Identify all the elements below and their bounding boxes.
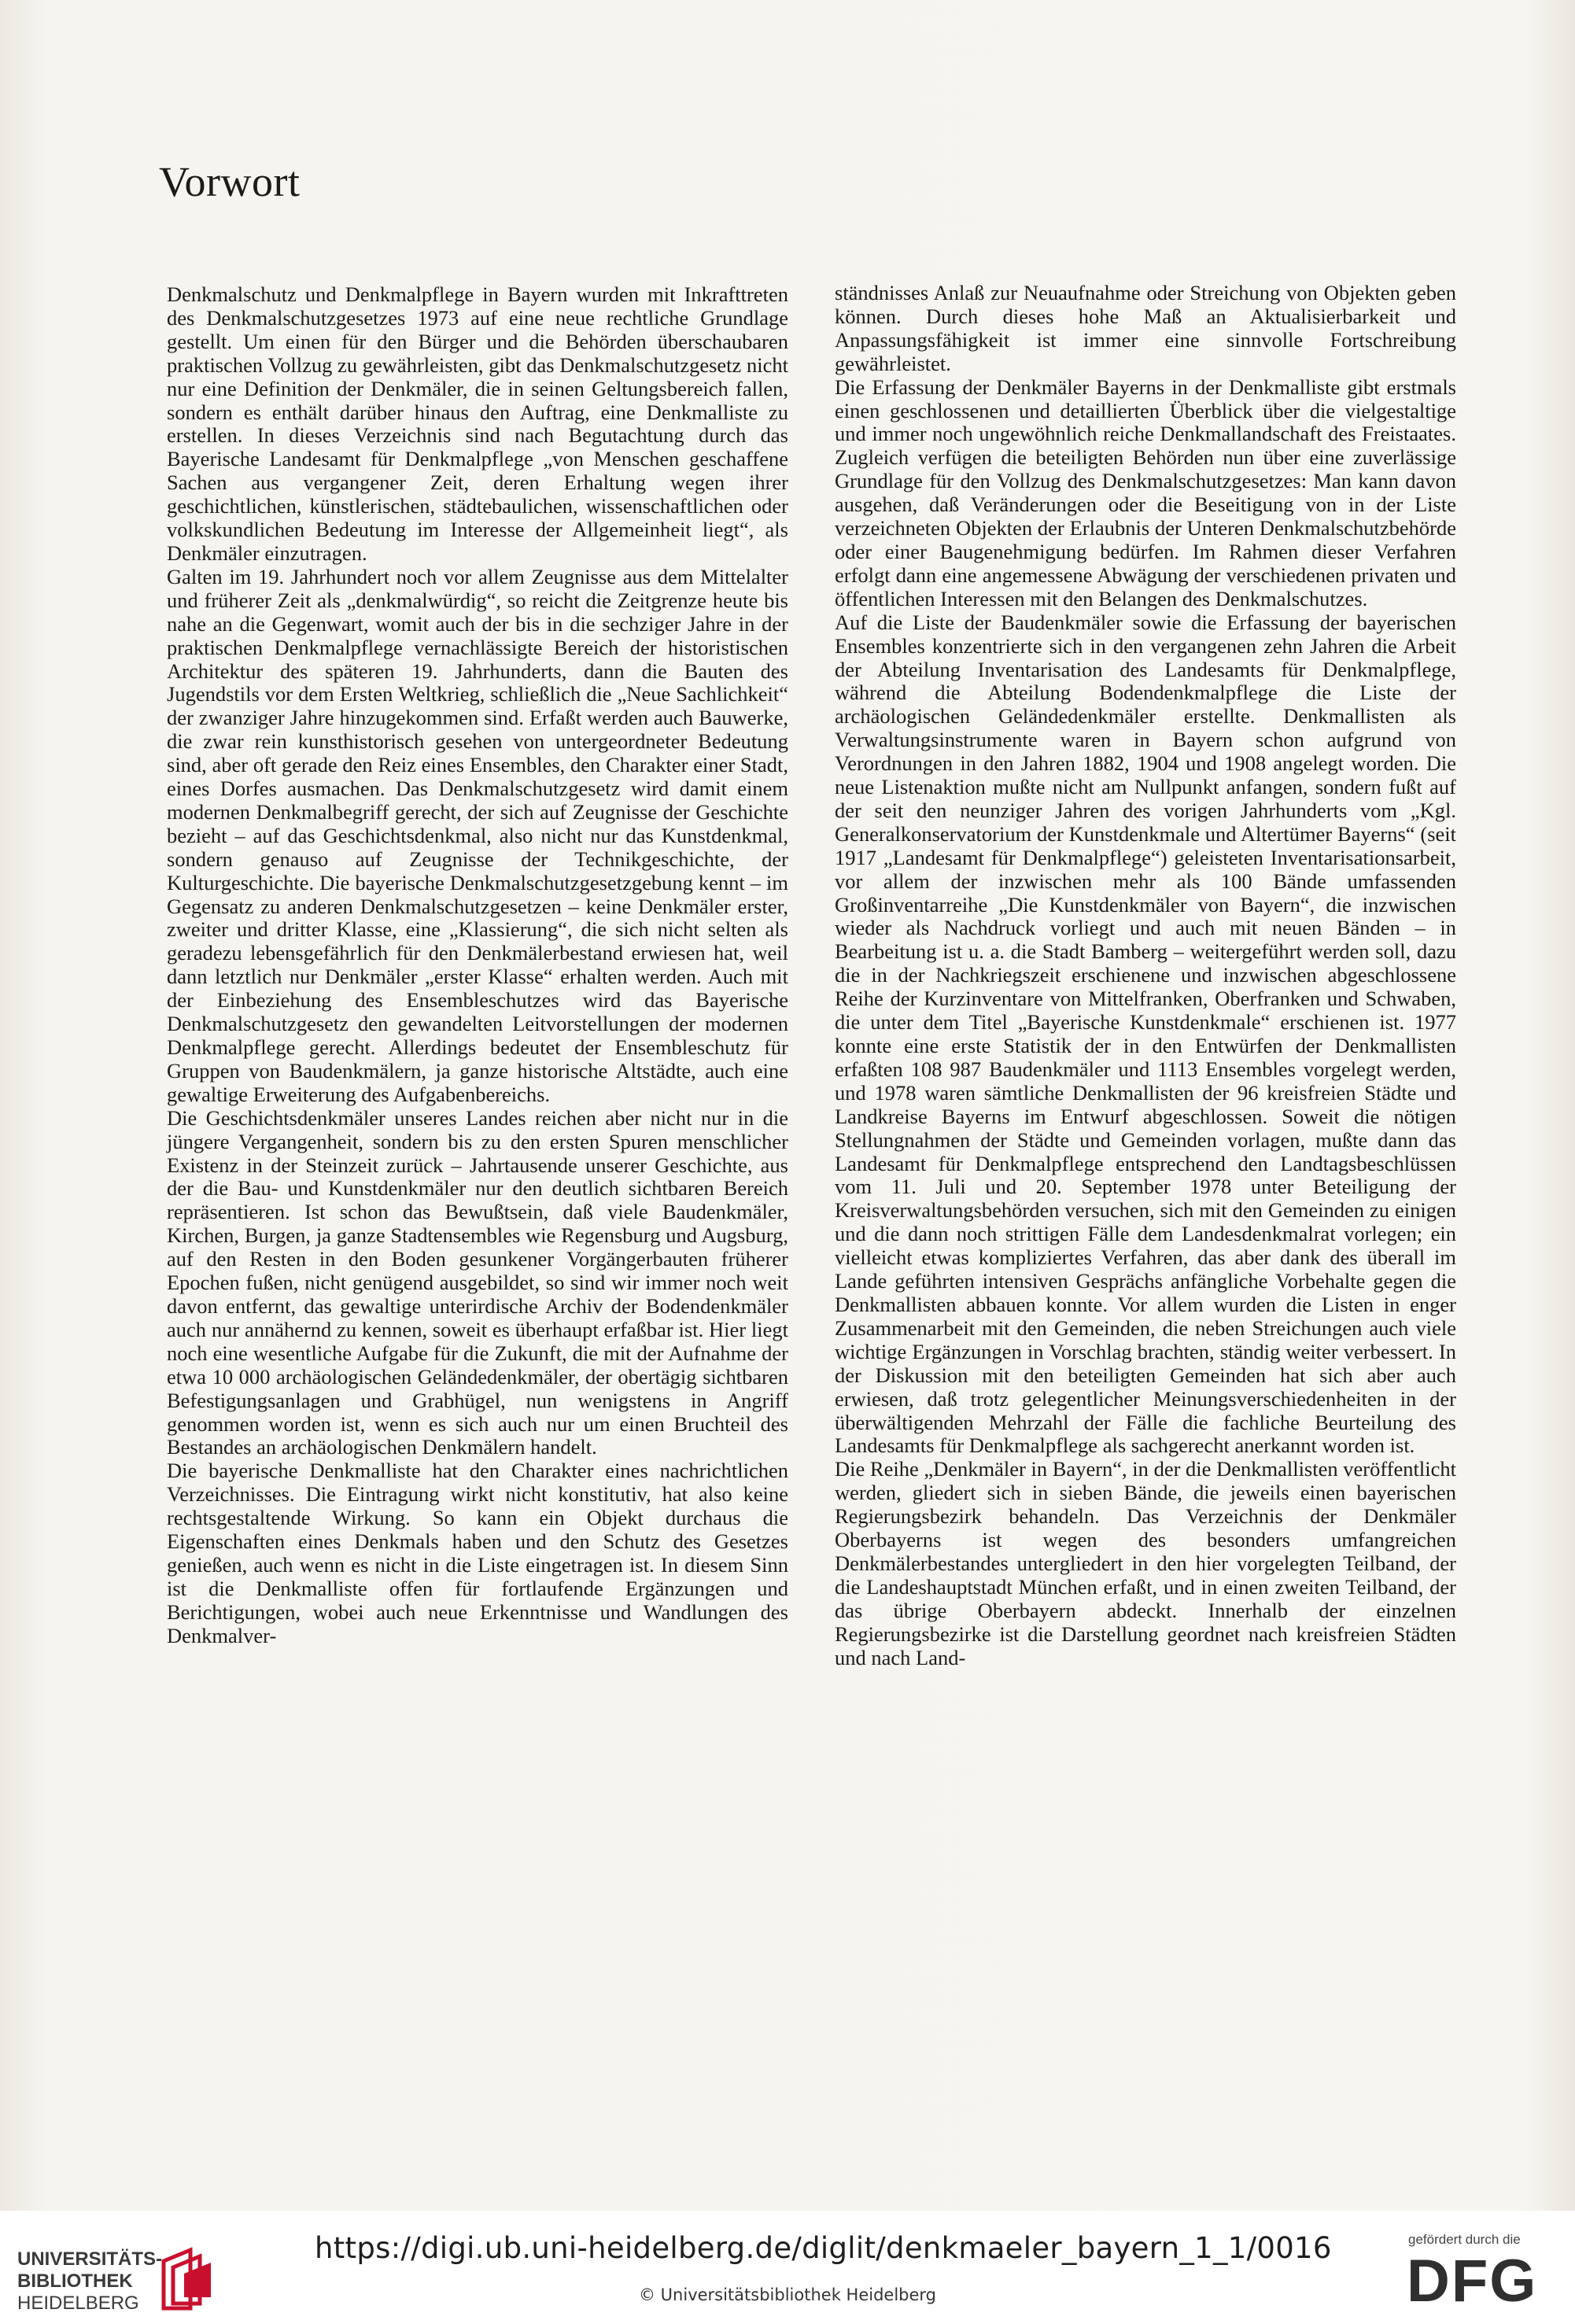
paragraph: Die Geschichtsdenkmäler unseres Landes reichen aber nicht nur in die jüngere Vergangenheit, sondern bis zu den ersten Spuren menschlicher Existenz in der Steinzeit zurück – Jahrtausende unserer Geschichte, aus der die Bau- und Kunstdenkmäler nur den deutlich sichtbaren Bereich repräsentieren. Ist schon das Bewußtsein, daß viele Baudenkmäler, Kirchen, Burgen, ja ganze Stadtensembles wie Regensburg und Augsburg, auf den Resten in den Boden gesunkener Vorgängerbauten früherer Epochen fußen, nicht genügend ausgebildet, so sind wir immer noch weit davon entfernt, das gewaltige unterirdische Archiv der Bodendenkmäler auch nur annähernd zu kennen, soweit es überhaupt erfaßbar ist. Hier liegt noch eine wesentliche Aufgabe für die Zukunft, die mit der Aufnahme der etwa 10 000 archäologischen Geländedenkmäler, der obertägig sichtbaren Befestigungsanlagen und Grabhügel, nun wenigstens in Angriff genommen worden ist, wenn es sich auch nur um einen Bruchteil des Bestandes an archäologischen Denkmälern handelt. — [167, 1105, 788, 1459]
permalink-url[interactable]: https://digi.ub.uni-heidelberg.de/diglit/denkmaeler_bayern_1_1/0016 — [315, 2231, 1332, 2265]
right-text-column — [835, 282, 1456, 1669]
page-title: Vorwort — [159, 158, 301, 205]
paragraph: ständnisses Anlaß zur Neuaufnahme oder Streichung von Objekten geben können. Durch dieses hohe Maß an Aktualisierbarkeit und Anpassungsfähigkeit ist immer eine sinnvolle Fortschreibung gewährleistet. — [835, 281, 1456, 375]
paragraph: Die bayerische Denkmalliste hat den Charakter eines nachrichtlichen Verzeichnisses. Die Eintragung wirkt nicht konstitutiv, hat also keine rechtsgestaltende Wirkung. So kann ein Objekt durchaus die Eigenschaften eines Denkmals haben und den Schutz des Gesetzes genießen, auch wenn es nicht in die Liste eingetragen ist. In diesem Sinn ist die Denkmalliste offen für fortlaufende Ergänzungen und Berichtigungen, wobei auch neue Erkenntnisse und Wandlungen des Denkmalver- — [167, 1459, 788, 1647]
paragraph: Auf die Liste der Baudenkmäler sowie die Erfassung der bayerischen Ensembles konzentrierte sich in den vergangenen zehn Jahren die Arbeit der Abteilung Inventarisation des Landesamts für Denkmalpflege, während die Abteilung Bodendenkmalpflege die Liste der archäologischen Geländedenkmäler erstellte. Denkmallisten als Verwaltungsinstrumente waren in Bayern schon aufgrund von Verordnungen in den Jahren 1882, 1904 und 1908 angelegt worden. Die neue Listenaktion mußte nicht am Nullpunkt anfangen, sondern fußt auf der seit den neunziger Jahren des vorigen Jahrhunderts vom „Kgl. Generalkonservatorium der Kunstdenkmale und Altertümer Bayerns“ (seit 1917 „Landesamt für Denkmalpflege“) geleisteten Inventarisationsarbeit, vor allem der inzwischen mehr als 100 Bände umfassenden Großinventarreihe „Die Kunstdenkmäler von Bayern“, die inzwischen wieder als Nachdruck vorliegt und auch mit neuen Bänden – in Bearbeitung ist u. a. die Stadt Bamberg – weitergeführt werden soll, dazu die in der Nachkriegszeit erschienene und inzwischen abgeschlossene Reihe der Kurzinventare von Mittelfranken, Oberfranken und Schwaben, die unter dem Titel „Bayerische Kunstdenkmale“ erschienen ist. 1977 konnte eine erste Statistik der in den Entwürfen der Denkmallisten erfaßten 108 987 Baudenkmäler und 1113 Ensembles vorgelegt werden, und 1978 waren sämtliche Denkmallisten der 96 kreisfreien Städte und Landkreise Bayerns im Entwurf abgeschlossen. Soweit die nötigen Stellungnahmen der Städte und Gemeinden vorlagen, mußte dann das Landesamt für Denkmalpflege entsprechend den Landtagsbeschlüssen vom 11. Juli und 20. September 1978 unter Beteiligung der Kreisverwaltungsbehörden versuchen, sich mit den Gemeinden zu einigen und die dann noch strittigen Fälle dem Landesdenkmalrat vorlegen; ein vielleicht etwas kompliziertes Verfahren, das aber dank des überall im Lande geführten intensiven Gesprächs anfängliche Vorbehalte gegen die Denkmallisten abbauen konnte. Vor allem wurden die Listen in enger Zusammenarbeit mit den Gemeinden, die neben Streichungen auch viele wichtige Ergänzungen in Vorschlag brachten, ständig weiter verbessert. In der Diskussion mit den beteiligten Gemeinden hat sich aber auch erwiesen, daß trotz gelegentlicher Meinungsverschiedenheiten in der überwältigenden Mehrzahl der Fälle die fachliche Beurteilung des Landesamts für Denkmalpflege als sachgerecht anerkannt worden ist. — [835, 610, 1456, 1458]
paragraph: Die Reihe „Denkmäler in Bayern“, in der die Denkmallisten veröffentlicht werden, gliedert sich in sieben Bände, die jeweils einen bayerischen Regierungsbezirk behandeln. Das Verzeichnis der Denkmäler Oberbayerns ist wegen des besonders umfangreichen Denkmälerbestandes untergliedert in den hier vorgelegten Teilband, der die Landeshauptstadt München erfaßt, und in einen zweiten Teilband, der das übrige Oberbayern abdeckt. Innerhalb der einzelnen Regierungsbezirke ist die Darstellung geordnet nach kreisfreien Städten und nach Land- — [835, 1457, 1456, 1669]
paragraph: Die Erfassung der Denkmäler Bayerns in der Denkmalliste gibt erstmals einen geschlossenen und detaillierten Überblick über die vielgestaltige und immer noch ungewöhnlich reiche Denkmallandschaft des Freistaates. Zugleich verfügen die beteiligten Behörden nun über eine zuverlässige Grundlage für den Vollzug des Denkmalschutzgesetzes: Man kann davon ausgehen, daß Veränderungen oder die Beseitigung von in der Liste verzeichneten Objekten der Erlaubnis der Unteren Denkmalschutzbehörde oder einer Baugenehmigung bedürfen. Im Rahmen dieser Verfahren erfolgt dann eine angemessene Abwägung der verschiedenen privaten und öffentlichen Interessen mit den Belangen des Denkmalschutzes. — [835, 374, 1456, 611]
library-name-line: UNIVERSITÄTS- — [17, 2248, 163, 2270]
funding-note: gefördert durch die — [1408, 2232, 1521, 2247]
library-logo-icon — [156, 2247, 222, 2311]
paragraph: Galten im 19. Jahrhundert noch vor allem Zeugnisse aus dem Mittelalter und früherer Zeit als „denkmalwürdig“, so reicht die Zeitgrenze heute bis nahe an die Gegenwart, womit auch der bis in die sechziger Jahre in der praktischen Denkmalpflege vernachlässigte Bereich der historistischen Architektur des späteren 19. Jahrhunderts, dann die Bauten des Jugendstils vor dem Ersten Weltkrieg, schließlich die „Neue Sachlichkeit“ der zwanziger Jahre hinzugekommen sind. Erfaßt werden auch Bauwerke, die zwar rein kunsthistorisch gesehen von untergeordneter Bedeutung sind, aber oft gerade den Reiz eines Ensembles, den Charakter einer Stadt, eines Dorfes ausmachen. Das Denkmalschutzgesetz wird damit einem modernen Denkmalbegriff gerecht, der sich auf Zeugnisse der Geschichte bezieht – auf das Geschichtsdenkmal, also nicht nur das Kunstdenkmal, sondern genauso auf Zeugnisse der Technikgeschichte, der Kulturgeschichte. Die bayerische Denkmalschutzgesetzgebung kennt – im Gegensatz zu anderen Denkmalschutzgesetzen – keine Denkmäler erster, zweiter und dritter Klasse, eine „Klassierung“, die sich nicht selten als geradezu lebensgefährlich für den Denkmälerbestand erwiesen hat, weil dann letztlich nur Denkmäler „erster Klasse“ erhalten werden. Auch mit der Einbeziehung des Ensembleschutzes wird das Bayerische Denkmalschutzgesetz den gewandelten Leitvorstellungen der modernen Denkmalpflege gerecht. Allerdings bedeutet der Ensembleschutz für Gruppen von Baudenkmälern, ja ganze historische Altstädte, auch eine gewaltige Erweiterung des Aufgabenbereichs. — [167, 564, 788, 1106]
footer-bar — [0, 2211, 1575, 2324]
paragraph: Denkmalschutz und Denkmalpflege in Bayern wurden mit Inkrafttreten des Denkmalschutzgesetzes 1973 auf eine neue rechtliche Grundlage gestellt. Um einen für den Bürger und die Behörden überschaubaren praktischen Vollzug zu gewährleisten, gibt das Denkmalschutzgesetz nicht nur eine Definition der Denkmäler, die in seinen Geltungsbereich fallen, sondern es enthält darüber hinaus den Auftrag, eine Denkmalliste zu erstellen. In dieses Verzeichnis sind nach Begutachtung durch das Bayerische Landesamt für Denkmalpflege „von Menschen geschaffene Sachen aus vergangener Zeit, deren Erhaltung wegen ihrer geschichtlichen, künstlerischen, städtebaulichen, wissenschaftlichen oder volkskundlichen Bedeutung im Interesse der Allgemeinheit liegt“, als Denkmäler einzutragen. — [167, 282, 788, 565]
library-name-line: HEIDELBERG — [17, 2293, 139, 2314]
library-name-line: BIBLIOTHEK — [17, 2271, 133, 2292]
copyright-notice: © Universitätsbibliothek Heidelberg — [639, 2285, 937, 2304]
left-text-column — [167, 283, 788, 1648]
dfg-logo: DFG — [1407, 2248, 1538, 2315]
library-logo-text — [17, 2248, 162, 2315]
